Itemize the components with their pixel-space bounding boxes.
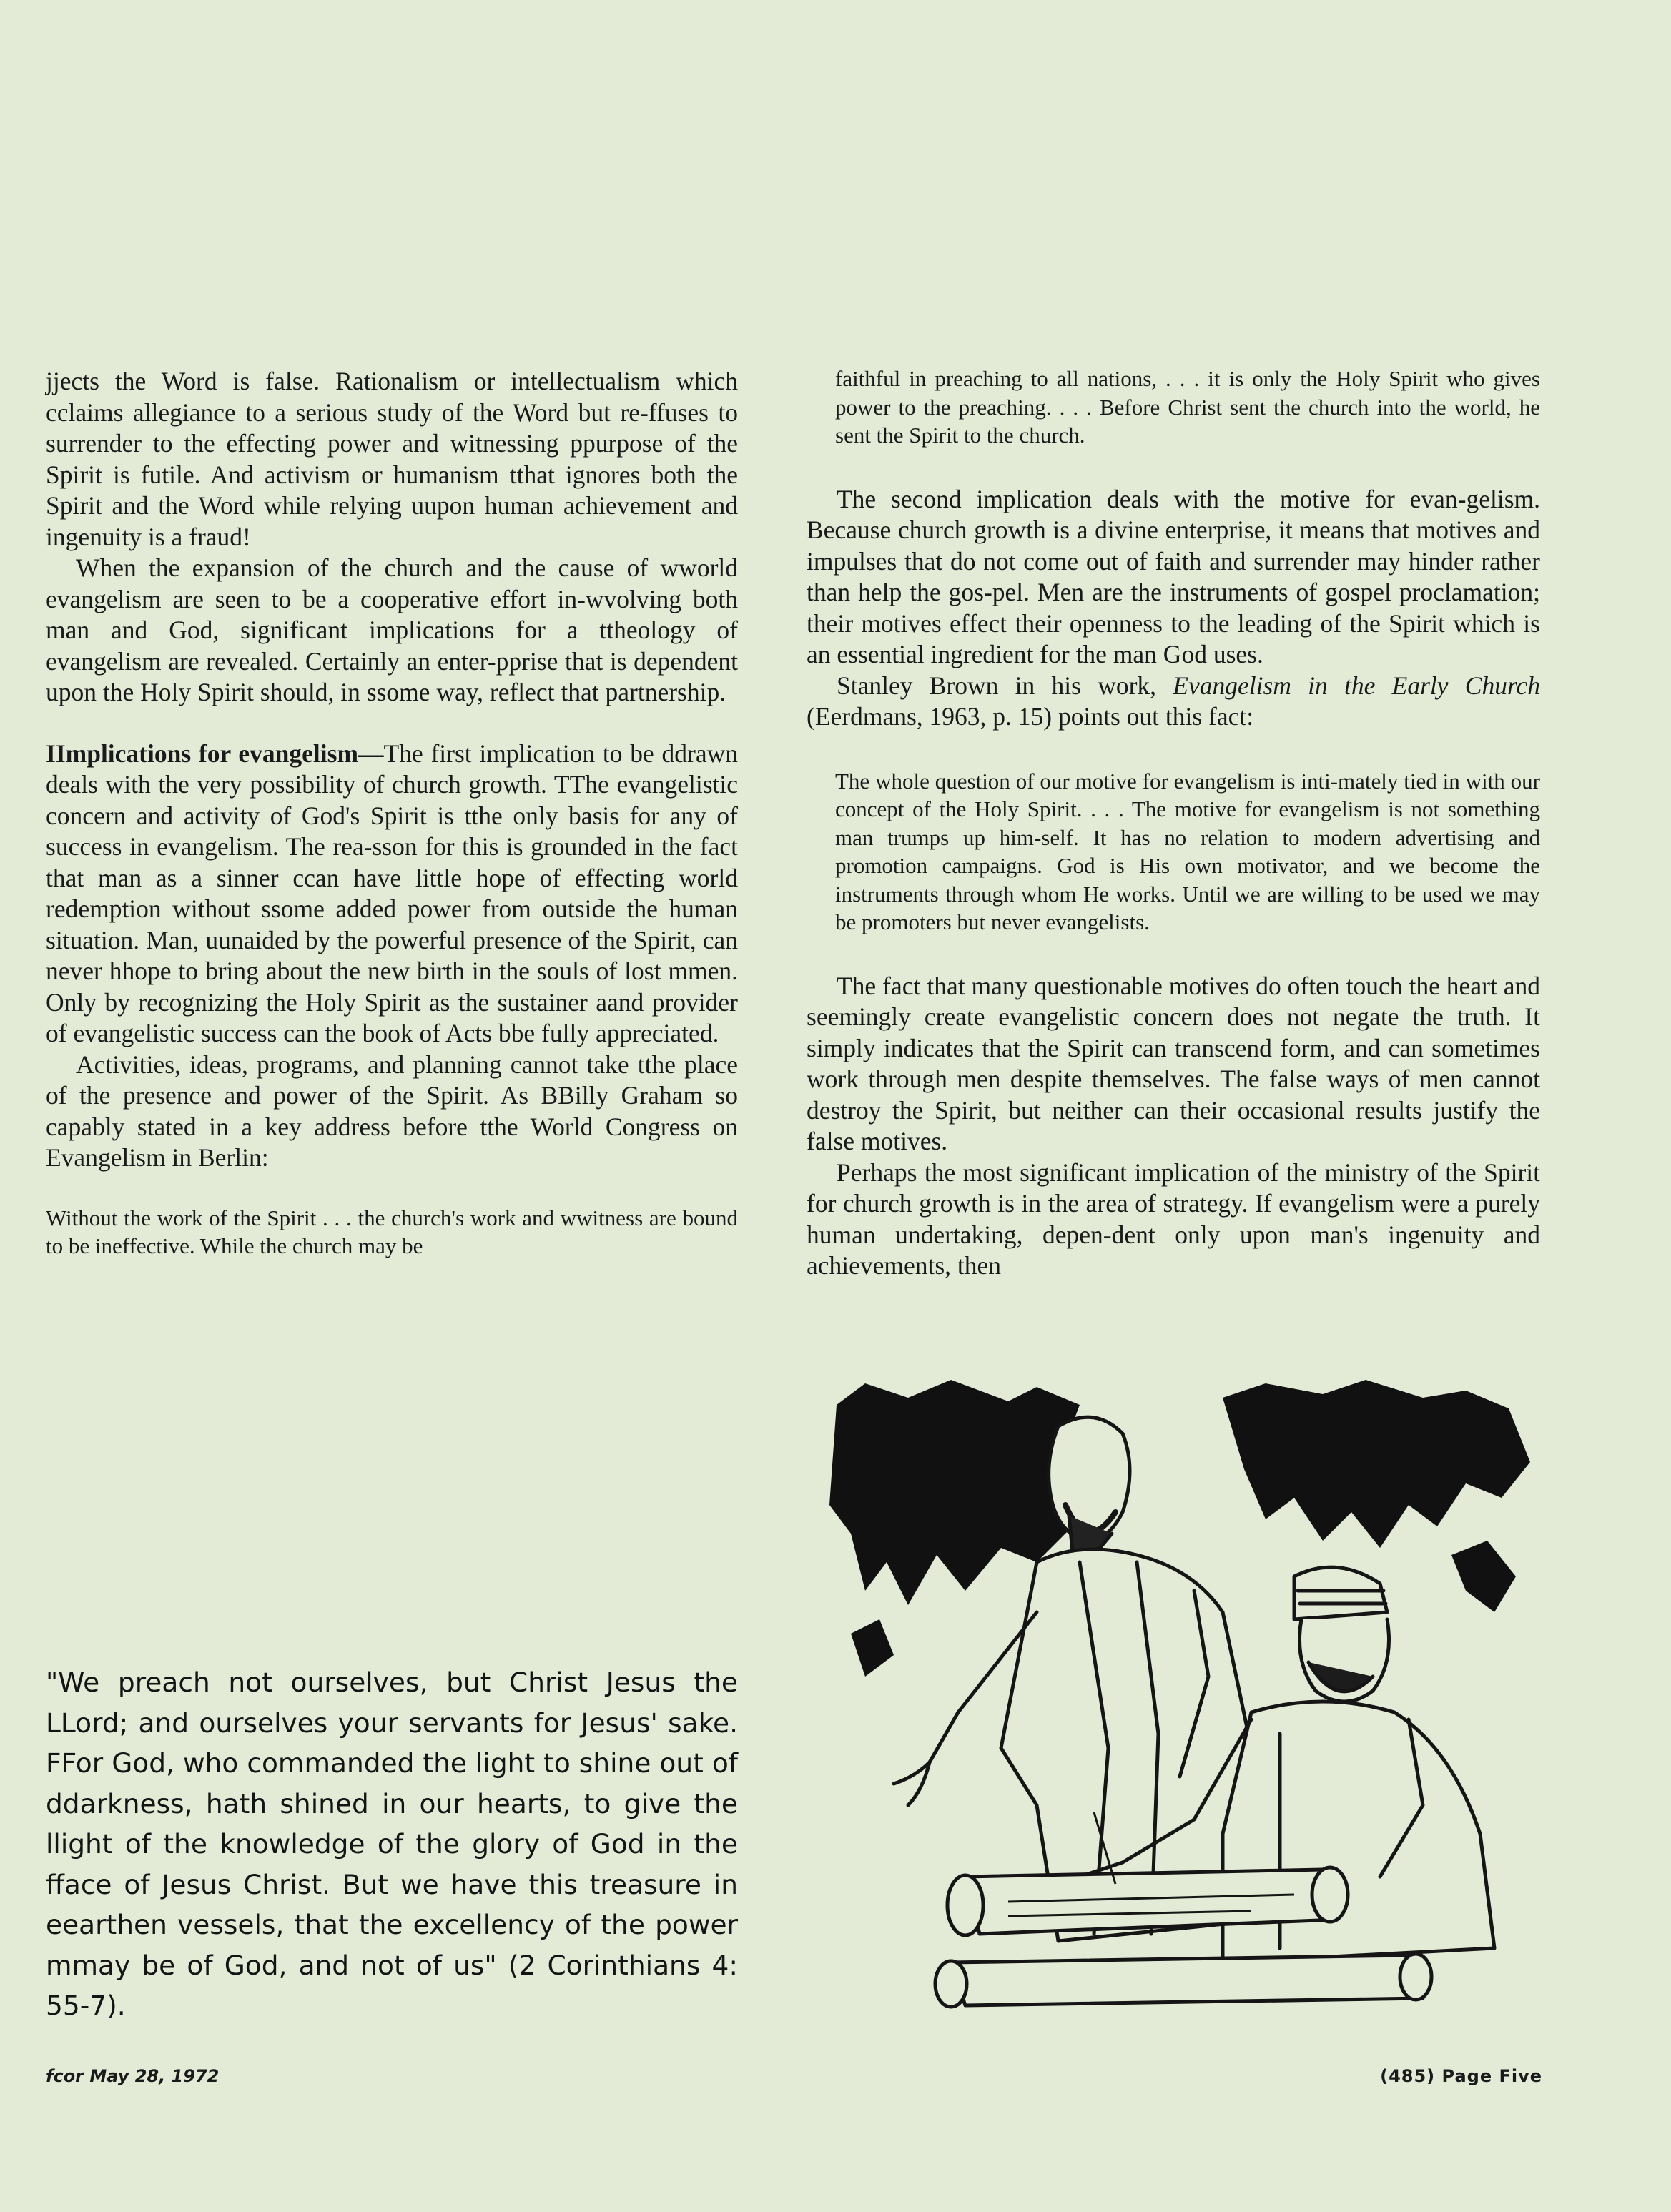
text-run: Stanley Brown in his work, <box>837 671 1173 700</box>
body-paragraph: Perhaps the most significant implication of the ministry of the Spirit for church growth is in the area of strategy. If evangelism were a purely human undertaking, depen-dent only upon man's ingenuity and achievements, then <box>807 1157 1540 1280</box>
body-paragraph: The fact that many questionable motives do often touch the heart and seemingly create evangelistic concern does not negate the truth. It simply indicates that the Spirit can transcend form, and can sometimes work through men despite themselves. The false ways of men cannot destroy the Spirit, but neither can their occasional results justify the false motives. <box>807 971 1540 1155</box>
text-run: (Eerdmans, 1963, p. 15) points out this fact: <box>807 702 1254 731</box>
section-paragraph <box>46 739 738 1050</box>
block-quote-continued: faithful in preaching to all nations, . . . it is only the Holy Spirit who gives power to the preaching. . . . Before Christ sent the church into the world, he sent the Spirit to the church. <box>835 366 1540 448</box>
body-paragraph <box>807 671 1540 733</box>
body-paragraph: When the expansion of the church and the cause of wworld evangelism are seen to be a cooperative effort in-wvolving both man and God, significant implications for a ttheology of evangelism are revealed. Certainly an enter-pprise that is dependent upon the Holy Spirit should, in ssome way, reflect that partnership. <box>46 553 738 706</box>
left-column <box>46 366 738 1260</box>
block-quote: Without the work of the Spirit . . . the church's work and wwitness are bound to be ineffective. While the church may be <box>46 1205 738 1258</box>
footer-date: fcor May 28, 1972 <box>46 2066 220 2086</box>
apostles-illustration <box>822 1376 1544 2013</box>
body-paragraph: jjects the Word is false. Rationalism or intellectualism which cclaims allegiance to a serious study of the Word but re-ffuses to surrender to the effecting power and witnessing ppurpose of the Spirit is futile. And activism or humanism tthat ignores both the Spirit and the Word while relying uupon human achievement and ingenuity is a fraud! <box>46 367 738 551</box>
body-paragraph: The second implication deals with the motive for evan-gelism. Because church growth is a divine enterprise, it means that motives and impulses that do not come out of faith and surrender may hinder rather than help the gos-pel. Men are the instruments of gospel proclamation; their motives effect their openness to the leading of the Spirit which is an essential ingredient for the man God uses. <box>807 484 1540 668</box>
book-title: Evangelism in the Early Church <box>1173 671 1540 700</box>
block-quote: The whole question of our motive for evangelism is inti-mately tied in with our concept of the Holy Spirit. . . . The motive for evangelism is not something man trumps up him-self. It has no relation to modern advertising and promotion campaigns. God is His own motivator, and we become the instruments through whom He works. Until we are willing to be used we may be promoters but never evangelists. <box>835 768 1540 934</box>
section-heading: IImplications for evangelism— <box>46 739 384 768</box>
bible-quote: "We preach not ourselves, but Christ Jesus the LLord; and ourselves your servants for Jesus' sake. FFor God, who commanded the light to shine out of ddarkness, hath shined in our hearts, to give the llight of the knowledge of the glory of God in the fface of Jesus Christ. But we have this treasure in eearthen vessels, that the excellency of the power mmay be of God, and not of us" (2 Corinthians 4: 55-7). <box>46 1667 738 2021</box>
section-text: The first implication to be ddrawn deals with the very possibility of church growth. TThe evangelistic concern and activity of God's Spirit is tthe only basis for any of success in evangelism. The rea-sson for this is grounded in the fact that man as a sinner ccan have little hope of effecting world redemption without ssome added power from outside the human situation. Man, uunaided by the powerful presence of the Spirit, can never hhope to bring about the new birth in the souls of lost mmen. Only by recognizing the Holy Spirit as the sustainer aand provider of evangelistic success can the book of Acts bbe fully appreciated. <box>46 739 738 1047</box>
footer-page-number: (485) Page Five <box>1380 2066 1542 2086</box>
right-column <box>807 365 1540 1282</box>
body-paragraph: Activities, ideas, programs, and planning cannot take tthe place of the presence and power of the Spirit. As BBilly Graham so capably stated in a key address before tthe World Congress on Evangelism in Berlin: <box>46 1050 738 1172</box>
